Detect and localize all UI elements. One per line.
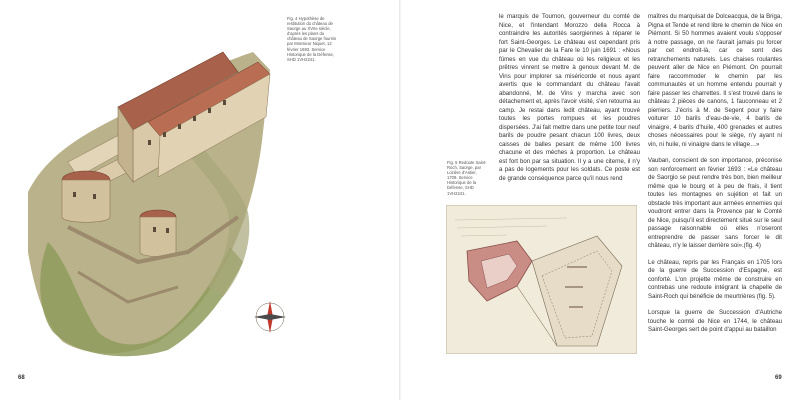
fig4-caption: Fig. 4 Hypothèse de restitution du château de Saorge au XVIIe siècle, d'après les plans du château de Saorge fournis par Monsieur Niquet, 12 février 1693. Service Historique de la Défense, SHD 1VH2241. xyxy=(287,16,337,62)
col2-paragraph: maîtres du marquisat de Dolceacqua, de la Briga, Pigna et Tende et rend libre le chemin de Nice en Piémont. Si 50 hommes avaient voulu s'opposer à notre passage, on ne l'aurait jamais pu forcer par cet endroit-là, car ce sont des retranchements naturels. Les chaises roulantes peuvent aller de Nice en Piémont. On pourrait faire raccommoder le chemin par les communautés et un homme entendu pourrait y faire passer les charrettes. Il s'est trouvé dans le château 2 pièces de canons, 1 fauconneau et 2 pierriers. J'écris à M. de Segent pour y faire voiturer 10 barils d'eau-de-vie, 4 barils de vinaigre, 4 barils d'huile, 400 grenades et autres choses nécessaires pour le siège, n'y ayant ni vin, ni huile, ni vinaigre dans le village…» xyxy=(648,13,782,148)
left-page-number: 68 xyxy=(18,375,25,381)
col2-paragraph: Lorsque la guerre de Succession d'Autriche touche le comté de Nice en 1744, le château Saint-Georges sert de point d'appui au bataillon xyxy=(648,309,782,333)
col2-paragraph: Vauban, conscient de son importance, préconise son renforcement en février 1693 : «Le château de Saorgio se peut rendre très bon, bien meilleur même que le bourg et à peu de frais, il tient toutes les montagnes en sujétion et fait un obstacle très important aux armées ennemies qui voudront entrer dans la Provence par le Comté de Nice, puisqu'il est directement situé sur le seul passage raisonnable où elles n'oseront entreprendre de passer sans forcer le dit château, n'y le laisser derrière soi».(fig. 4) xyxy=(648,157,782,249)
col1-paragraph: le marquis de Tournon, gouverneur du comté de Nice, et l'intendant Morozzo della Rocca à contraindre les autorités saorgiennes à réparer le fort Saint-Georges. Le château est cependant pris par le Chevalier de la Fare le 10 juin 1691 : «Nous fûmes en vue du château où les religieux et les prêtres vinrent se mettre à genoux devant M. de Vins pour implorer sa miséricorde et nous ayant avertis que le commandant du château l'avait abandonné, M. de Vins y marcha avec son détachement et, après l'avoir visité, s'en retourna au camp. Je restai dans ledit château, ayant trouvé toutes les portes rompues et les poudres dispersées. J'ai fait mettre dans une petite tour neuf barils de poudre pesant chacun 100 livres, deux caisses de balles pesant de même 100 livres chacune et des mèches à proportion. Le château est fort bon par sa situation. Il y a une citerne, il n'y a pas de logements pour les soldats. Ce poste est de grande conséquence parce qu'il nous rend xyxy=(499,13,640,182)
text-column-1 xyxy=(499,13,640,191)
col2-paragraph: Le château, repris par les Français en 1705 lors de la guerre de Succession d'Espagne, est conforté. L'on projette même de construire en contrebas une redoute intégrant la chapelle de Saint-Roch qui bénéficie de meurtrières (fig. 5). xyxy=(648,258,782,300)
castle-illustration xyxy=(8,12,288,358)
right-page-number: 69 xyxy=(775,375,782,381)
redoubt-plan-image xyxy=(446,205,637,354)
text-column-2 xyxy=(648,13,782,343)
compass-rose-icon xyxy=(254,301,286,333)
gutter xyxy=(399,0,401,400)
fig5-caption: Fig. 5 Redoute Saint-Roch, Saorge, par Lozière d'Astier, 1709. Service Historique de la Défense, SHD 1VH2241. xyxy=(447,160,487,196)
